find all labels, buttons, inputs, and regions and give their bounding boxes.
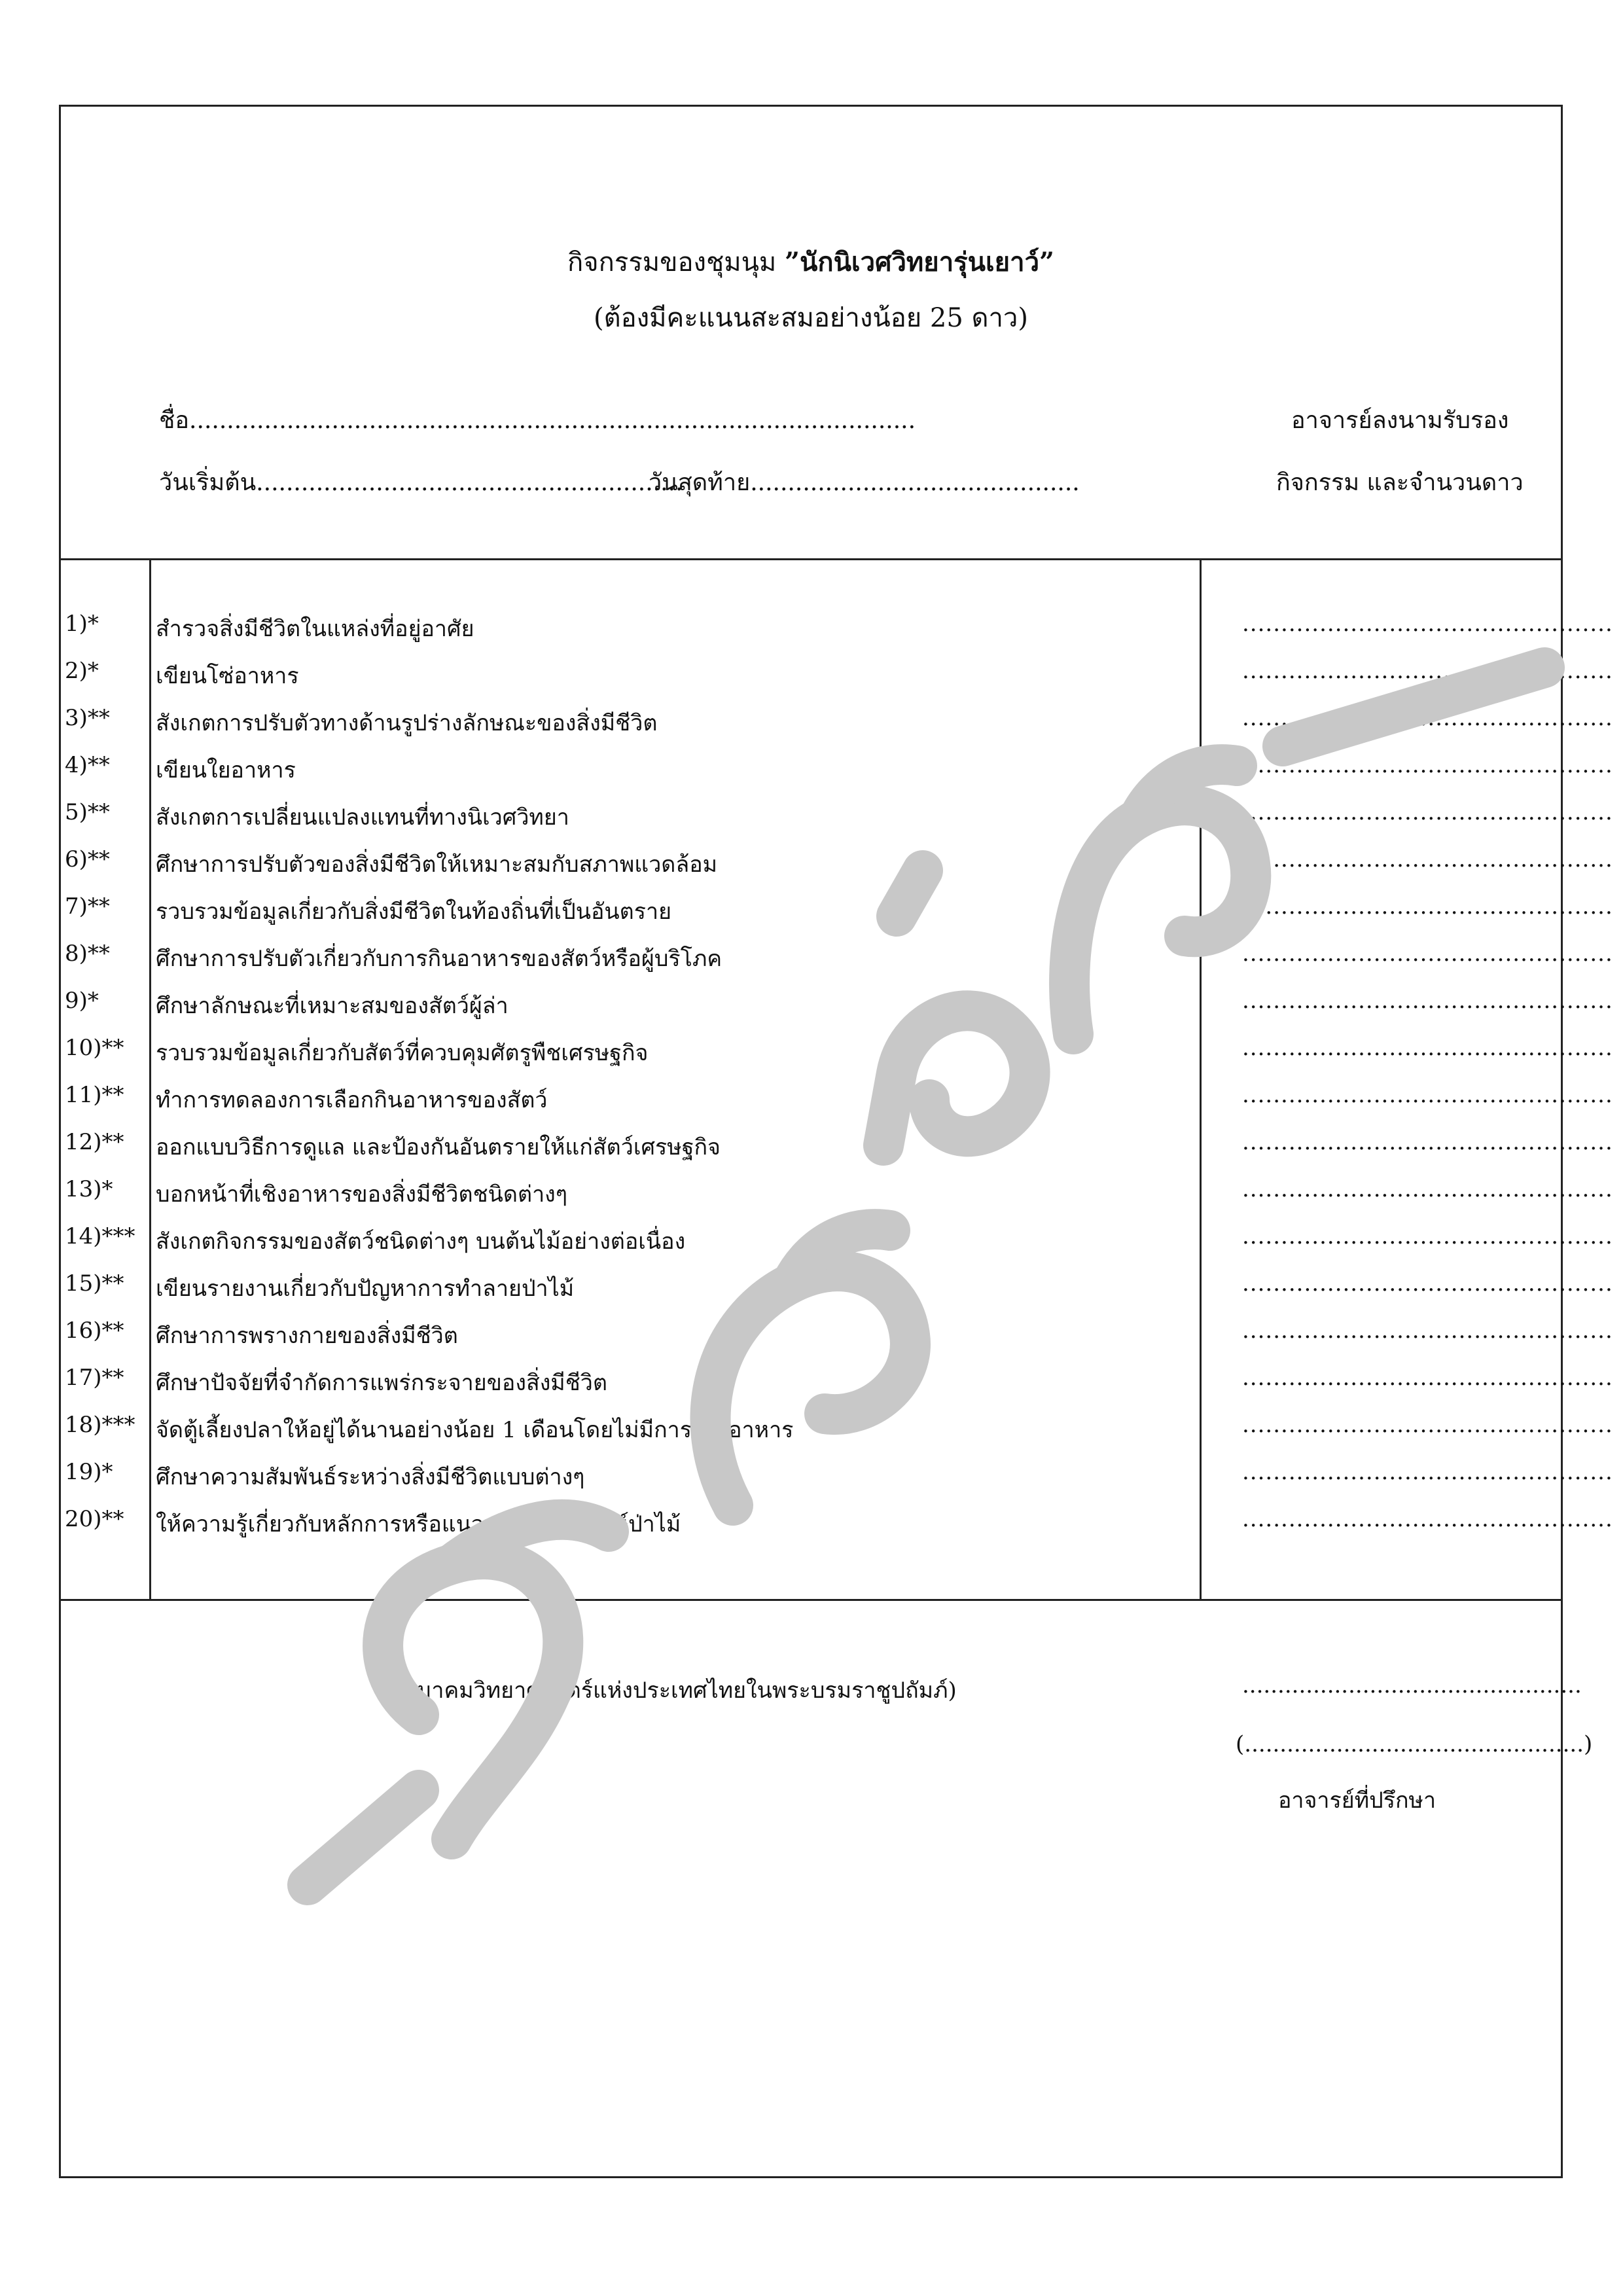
activity-description: ศึกษาลักษณะที่เหมาะสมของสัตว์ผู้ล่า <box>156 993 508 1019</box>
activity-signature-line[interactable]: ................................................ <box>1242 988 1613 1014</box>
activity-number: 11)** <box>65 1082 124 1108</box>
activity-description: สำรวจสิ่งมีชีวิตในแหล่งที่อยู่อาศัย <box>156 616 474 642</box>
header-divider <box>61 558 1561 560</box>
title-plain: กิจกรรมของชุมนุม <box>567 247 785 278</box>
activity-description: ศึกษาการพรางกายของสิ่งมีชีวิต <box>156 1323 458 1349</box>
activity-signature-line[interactable]: ................................................ <box>1242 846 1613 872</box>
activity-description: สังเกตการปรับตัวทางด้านรูปร่างลักษณะของสิ่งมีชีวิต <box>156 710 658 736</box>
activity-description: ศึกษาการปรับตัวของสิ่งมีชีวิตให้เหมาะสมกับสภาพแวดล้อม <box>156 852 718 878</box>
activity-description: สังเกตกิจกรรมของสัตว์ชนิดต่างๆ บนต้นไม้อย่างต่อเนื่อง <box>156 1229 686 1255</box>
activity-number: 1)* <box>65 611 99 637</box>
activity-signature-line[interactable]: ................................................ <box>1242 1412 1613 1438</box>
activity-signature-line[interactable]: ................................................ <box>1242 752 1613 778</box>
activity-signature-line[interactable]: ................................................ <box>1242 705 1613 731</box>
activity-description: บอกหน้าที่เชิงอาหารของสิ่งมีชีวิตชนิดต่างๆ <box>156 1181 568 1208</box>
activity-number: 10)** <box>65 1035 124 1061</box>
name-field[interactable]: ชื่อ................................................................................................. <box>159 407 916 434</box>
activity-description: เขียนใยอาหาร <box>156 757 296 783</box>
activity-number: 13)* <box>65 1176 113 1202</box>
activity-description: ศึกษาการปรับตัวเกี่ยวกับการกินอาหารของสัตว์หรือผู้บริโภค <box>156 946 722 972</box>
form-title <box>61 241 1561 283</box>
signature-column-divider <box>1200 558 1202 1599</box>
activity-signature-line[interactable]: ................................................ <box>1242 1318 1613 1344</box>
activity-description: เขียนโซ่อาหาร <box>156 663 299 689</box>
activity-description: จัดตู้เลี้ยงปลาให้อยู่ได้นานอย่างน้อย 1 เดือนโดยไม่มีการเติมอาหาร <box>156 1417 794 1443</box>
advisor-signature-line[interactable]: ................................................ <box>1242 1672 1582 1698</box>
activity-signature-line[interactable]: ................................................ <box>1242 1129 1613 1155</box>
activity-number: 17)** <box>65 1365 124 1391</box>
activity-number: 14)*** <box>65 1223 135 1249</box>
activity-signature-line[interactable]: ................................................ <box>1242 893 1613 920</box>
activity-number: 2)* <box>65 658 99 684</box>
activity-description: ออกแบบวิธีการดูแล และป้องกันอันตรายให้แก่สัตว์เศรษฐกิจ <box>156 1134 721 1160</box>
club-name: ”นักนิเวศวิทยารุ่นเยาว์” <box>785 247 1055 278</box>
form-frame <box>59 105 1613 2178</box>
activity-description: ศึกษาความสัมพันธ์ระหว่างสิ่งมีชีวิตแบบต่างๆ <box>156 1464 585 1490</box>
activity-description: ศึกษาปัจจัยที่จำกัดการแพร่กระจายของสิ่งมีชีวิต <box>156 1370 607 1396</box>
activity-signature-line[interactable]: ................................................ <box>1242 611 1613 637</box>
number-column-divider <box>149 558 151 1599</box>
form-subtitle: (ต้องมีคะแนนสะสมอย่างน้อย 25 ดาว) <box>594 303 1028 333</box>
activity-description: เขียนรายงานเกี่ยวกับปัญหาการทำลายป่าไม้ <box>156 1276 575 1302</box>
activity-number: 18)*** <box>65 1412 135 1438</box>
advisor-label: อาจารย์ลงนามรับรอง <box>1291 407 1509 434</box>
footer-divider <box>61 1599 1561 1601</box>
activity-number: 9)* <box>65 988 99 1014</box>
advisor-name-line[interactable]: (................................................) <box>1236 1731 1593 1757</box>
activity-description: ให้ความรู้เกี่ยวกับหลักการหรือแนวทางการอนุรักษ์ป่าไม้ <box>156 1511 681 1537</box>
activity-signature-line[interactable]: ................................................ <box>1242 941 1613 967</box>
start-date-field[interactable]: วันเริ่มต้น......................................................... <box>159 469 683 496</box>
activity-signature-line[interactable]: ................................................ <box>1242 799 1613 825</box>
activity-number: 16)** <box>65 1318 124 1344</box>
activity-signature-line[interactable]: ................................................ <box>1242 1176 1613 1202</box>
activity-signature-line[interactable]: ................................................ <box>1242 1270 1613 1297</box>
activity-number: 19)* <box>65 1459 113 1485</box>
activity-number: 3)** <box>65 705 110 731</box>
activity-number: 8)** <box>65 941 110 967</box>
activity-number: 6)** <box>65 846 110 872</box>
advisor-role-label: อาจารย์ที่ปรึกษา <box>1278 1787 1436 1814</box>
activity-number: 20)** <box>65 1506 124 1532</box>
activity-number: 7)** <box>65 893 110 920</box>
activity-signature-line[interactable]: ................................................ <box>1242 1365 1613 1391</box>
activity-number: 4)** <box>65 752 110 778</box>
activity-number: 15)** <box>65 1270 124 1297</box>
association-credit: (สมาคมวิทยาศาสตร์แห่งประเทศไทยในพระบรมราชูปถัมภ์) <box>395 1677 957 1704</box>
activity-number: 12)** <box>65 1129 124 1155</box>
stars-label: กิจกรรม และจำนวนดาว <box>1276 469 1524 496</box>
activity-signature-line[interactable]: ................................................ <box>1242 1459 1613 1485</box>
activity-description: รวบรวมข้อมูลเกี่ยวกับสิ่งมีชีวิตในท้องถิ่นที่เป็นอันตราย <box>156 899 671 925</box>
activity-signature-line[interactable]: ................................................ <box>1242 1082 1613 1108</box>
end-date-field[interactable]: วันสุดท้าย............................................ <box>649 469 1080 496</box>
activity-signature-line[interactable]: ................................................ <box>1242 1035 1613 1061</box>
activity-description: สังเกตการเปลี่ยนแปลงแทนที่ทางนิเวศวิทยา <box>156 804 569 831</box>
activity-signature-line[interactable]: ................................................ <box>1242 658 1613 684</box>
activity-description: ทำการทดลองการเลือกกินอาหารของสัตว์ <box>156 1087 548 1113</box>
activity-signature-line[interactable]: ................................................ <box>1242 1223 1613 1249</box>
activity-number: 5)** <box>65 799 110 825</box>
activity-signature-line[interactable]: ................................................ <box>1242 1506 1613 1532</box>
activity-description: รวบรวมข้อมูลเกี่ยวกับสัตว์ที่ควบคุมศัตรูพืชเศรษฐกิจ <box>156 1040 649 1066</box>
